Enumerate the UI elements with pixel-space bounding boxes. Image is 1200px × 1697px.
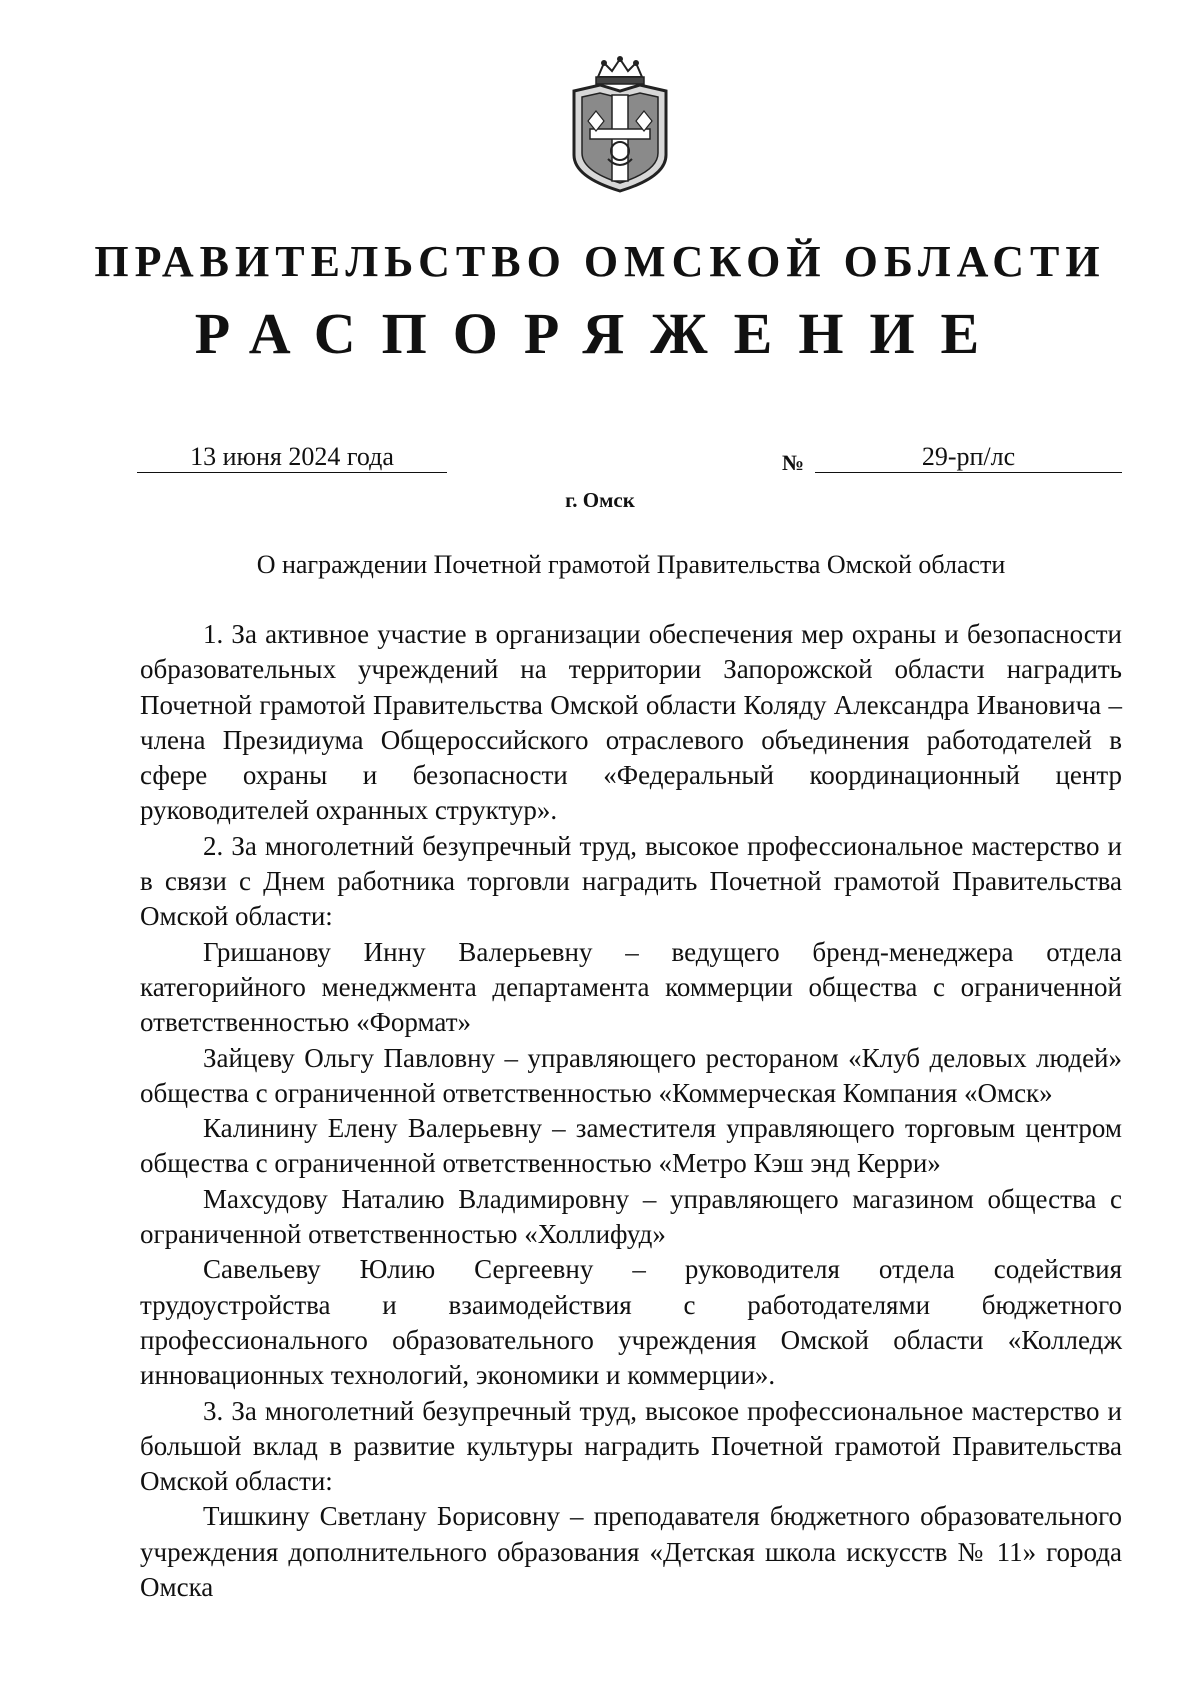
document-number: 29-рп/лс bbox=[815, 442, 1122, 473]
document-body bbox=[140, 617, 1122, 1605]
coat-of-arms-icon bbox=[560, 55, 680, 195]
document-date: 13 июня 2024 года bbox=[137, 442, 447, 473]
paragraph: 3. За многолетний безупречный труд, высокое профессиональное мастерство и большой вклад в развитие культуры наградить Почетной грамотой Правительства Омской области: bbox=[140, 1395, 1122, 1497]
paragraph: 1. За активное участие в организации обеспечения мер охраны и безопасности образовательных учреждений на территории Запорожской области наградить Почетной грамотой Правительства Омской области Коляду Александра Ивановича – члена Президиума Общероссийского отраслевого объединения работодателей в сфере охраны и безопасности «Федеральный координационный центр руководителей охранных структур». bbox=[140, 619, 1122, 826]
government-title: ПРАВИТЕЛЬСТВО ОМСКОЙ ОБЛАСТИ bbox=[94, 237, 1106, 286]
document-type: РАСПОРЯЖЕНИЕ bbox=[194, 301, 1006, 366]
paragraph: Зайцеву Ольгу Павловну – управляющего рестораном «Клуб деловых людей» общества с ограниченной ответственностью «Коммерческая Компания «Омск» bbox=[140, 1042, 1122, 1108]
document-subject: О награждении Почетной грамотой Правительства Омской области bbox=[256, 550, 1006, 579]
number-sign: № bbox=[782, 450, 805, 475]
paragraph: Гришанову Инну Валерьевну – ведущего бренд-менеджера отдела категорийного менеджмента департамента коммерции общества с ограниченной ответственностью «Формат» bbox=[140, 936, 1122, 1038]
document-city: г. Омск bbox=[565, 488, 635, 512]
paragraph: 2. За многолетний безупречный труд, высокое профессиональное мастерство и в связи с Днем работника торговли наградить Почетной грамотой Правительства Омской области: bbox=[140, 830, 1122, 932]
paragraph: Тишкину Светлану Борисовну – преподавателя бюджетного образовательного учреждения дополнительного образования «Детская школа искусств № 11» города Омска bbox=[140, 1501, 1122, 1603]
paragraph: Махсудову Наталию Владимировну – управляющего магазином общества с ограниченной ответственностью «Холлифуд» bbox=[140, 1183, 1122, 1250]
paragraph: Калинину Елену Валерьевну – заместителя управляющего торговым центром общества с ограниченной ответственностью «Метро Кэш энд Керри» bbox=[140, 1113, 1122, 1179]
paragraph: Савельеву Юлию Сергеевну – руководителя отдела содействия трудоустройства и взаимодействия с работодателями бюджетного профессионального образовательного учреждения Омской области «Колледж инновационных технологий, экономики и коммерции». bbox=[140, 1254, 1122, 1391]
